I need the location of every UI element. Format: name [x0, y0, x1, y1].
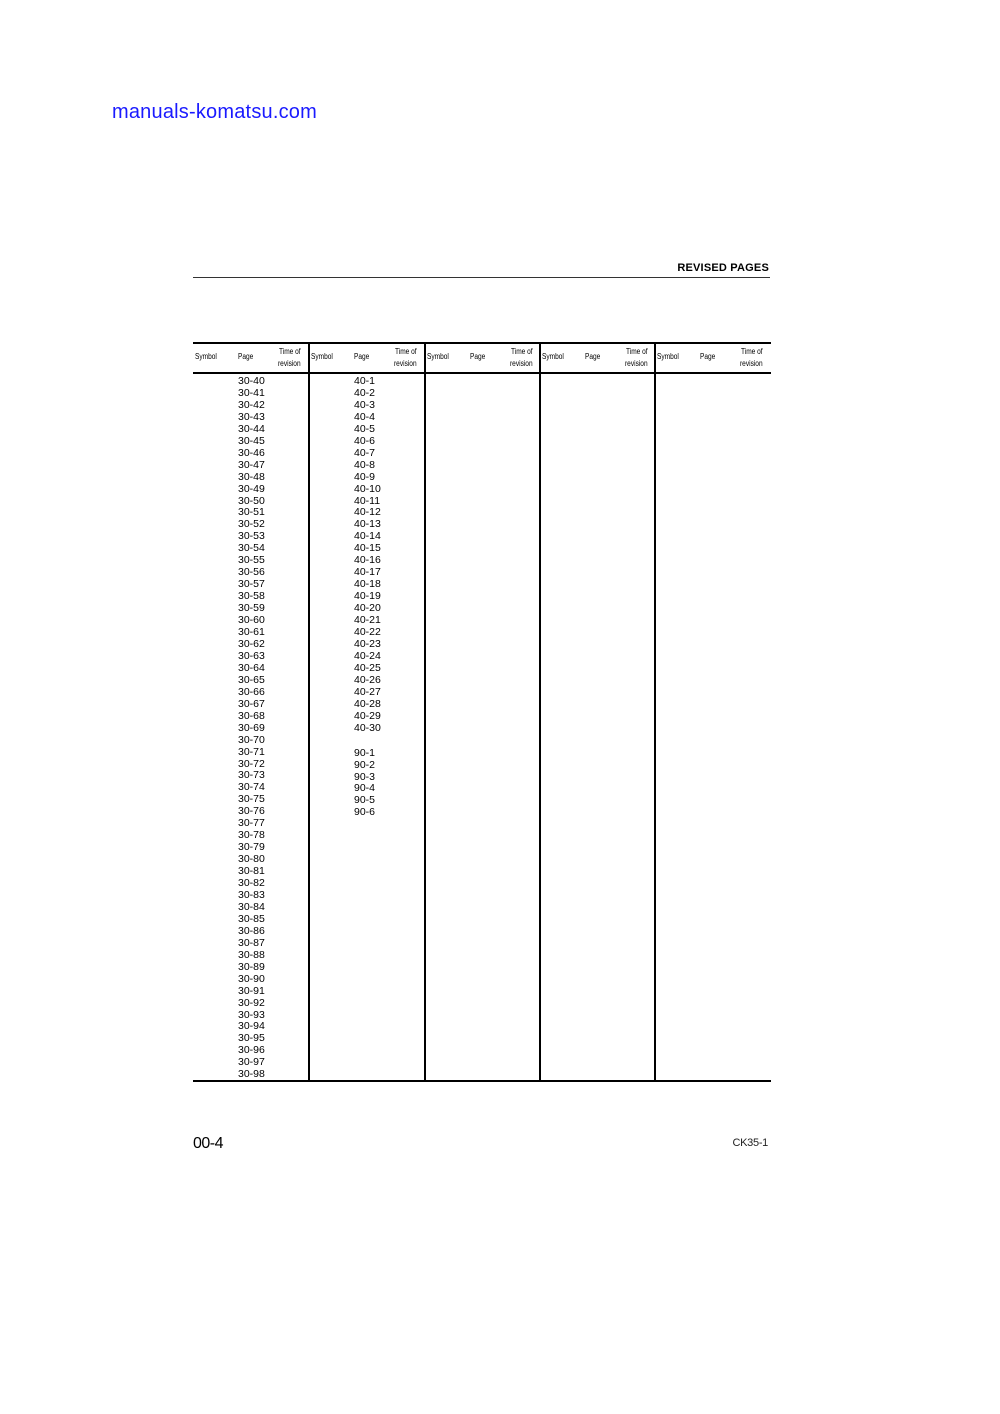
page-entry: 30-55 [238, 554, 265, 567]
page-entry: 40-19 [354, 590, 381, 603]
page-entry: 30-47 [238, 458, 265, 471]
page-entry: 30-83 [238, 888, 265, 901]
header-time-of-revision: Time of revision [625, 347, 648, 368]
page-entry: 30-75 [238, 793, 265, 806]
page-entry: 30-88 [238, 948, 265, 961]
watermark-link[interactable]: manuals-komatsu.com [112, 101, 317, 123]
page-entry: 30-81 [238, 865, 265, 878]
page-entry: 30-74 [238, 781, 265, 794]
section-title: REVISED PAGES [677, 262, 769, 274]
page-entry: 30-48 [238, 470, 265, 483]
page-entry: 30-95 [238, 1032, 265, 1045]
header-page: Page [585, 352, 601, 361]
page-entry: 30-62 [238, 637, 265, 650]
page-entry: 30-98 [238, 1068, 265, 1081]
page-entry: 40-20 [354, 602, 381, 615]
header-page: Page [700, 352, 716, 361]
page-entry: 30-84 [238, 900, 265, 913]
revised-pages-table [193, 342, 771, 1082]
page-entry: 30-45 [238, 434, 265, 447]
column-group-2 [309, 342, 425, 1082]
page-entry: 30-51 [238, 506, 265, 519]
page-entry: 30-82 [238, 877, 265, 890]
page-entry: 30-66 [238, 685, 265, 698]
page-entry: 30-46 [238, 446, 265, 459]
page-entry: 30-93 [238, 1008, 265, 1021]
header-symbol: Symbol [542, 352, 564, 361]
header-page: Page [354, 352, 370, 361]
page-entry: 30-49 [238, 482, 265, 495]
page-entry: 30-59 [238, 602, 265, 615]
page-entry: 30-96 [238, 1044, 265, 1057]
page-list-spacer [354, 735, 381, 748]
page-entry: 90-1 [354, 746, 376, 759]
page-entry: 40-27 [354, 685, 381, 698]
page-entry: 40-2 [354, 386, 376, 399]
page-entry: 30-60 [238, 614, 265, 627]
page-entry: 30-78 [238, 829, 265, 842]
page-entry: 40-21 [354, 614, 381, 627]
page-entry: 30-67 [238, 697, 265, 710]
page-entry: 30-90 [238, 972, 265, 985]
page-entry: 30-64 [238, 661, 265, 674]
page-entry: 30-50 [238, 494, 265, 507]
page-entry: 30-41 [238, 386, 265, 399]
page-entry: 30-76 [238, 805, 265, 818]
header-time-of-revision: Time of revision [278, 347, 301, 368]
page-entry: 30-92 [238, 996, 265, 1009]
column-group-4 [540, 342, 656, 1082]
page-entry: 30-86 [238, 924, 265, 937]
page-entry: 30-97 [238, 1056, 265, 1069]
page-entry: 90-6 [354, 806, 376, 819]
column-group-3 [425, 342, 541, 1082]
page-entry: 40-9 [354, 470, 376, 483]
page-entry: 30-42 [238, 398, 265, 411]
page-entry: 90-3 [354, 770, 376, 783]
page-entry: 30-58 [238, 590, 265, 603]
page-entry: 30-44 [238, 422, 265, 435]
page-entry: 40-24 [354, 649, 381, 662]
page-entry: 40-13 [354, 518, 381, 531]
page-entry: 40-29 [354, 709, 381, 722]
page-entry: 90-5 [354, 794, 376, 807]
page-entry: 40-8 [354, 458, 376, 471]
page-entry: 30-63 [238, 649, 265, 662]
page-entry: 30-69 [238, 721, 265, 734]
page-entry: 40-22 [354, 626, 381, 639]
page-entry: 40-6 [354, 434, 376, 447]
header-symbol: Symbol [427, 352, 449, 361]
page-entry: 30-85 [238, 912, 265, 925]
title-divider [193, 277, 770, 278]
page-entry: 30-70 [238, 733, 265, 746]
page-entry: 40-17 [354, 566, 381, 579]
page-entry: 40-12 [354, 506, 381, 519]
page-entry: 90-2 [354, 758, 376, 771]
header-time-of-revision: Time of revision [510, 347, 533, 368]
page-number: 00-4 [193, 1135, 224, 1152]
page-entry: 30-68 [238, 709, 265, 722]
page-entry: 30-79 [238, 841, 265, 854]
page-entry: 40-14 [354, 530, 381, 543]
page-entry: 30-72 [238, 757, 265, 770]
page-entry: 40-30 [354, 721, 381, 734]
page-entry: 40-25 [354, 661, 381, 674]
page-entry: 30-91 [238, 984, 265, 997]
page-entry: 30-89 [238, 960, 265, 973]
page-entry: 30-40 [238, 375, 265, 387]
column-group-5 [655, 342, 771, 1082]
header-time-of-revision: Time of revision [740, 347, 763, 368]
page-entry: 40-23 [354, 637, 381, 650]
model-code: CK35-1 [732, 1137, 768, 1149]
header-symbol: Symbol [657, 352, 679, 361]
page-entry: 40-15 [354, 542, 381, 555]
page-entry: 40-26 [354, 673, 381, 686]
page-entry: 40-16 [354, 554, 381, 567]
header-symbol: Symbol [195, 352, 217, 361]
page-entry: 40-10 [354, 482, 381, 495]
page-entry: 30-53 [238, 530, 265, 543]
page-entry: 30-73 [238, 769, 265, 782]
page-entry: 30-80 [238, 853, 265, 866]
page-entry: 40-7 [354, 446, 376, 459]
page-entry: 30-57 [238, 578, 265, 591]
page-list [238, 376, 265, 1081]
page-entry: 30-54 [238, 542, 265, 555]
page-entry: 30-43 [238, 410, 265, 423]
page-entry: 30-61 [238, 626, 265, 639]
column-group-1 [193, 342, 309, 1082]
page-entry: 40-1 [354, 375, 376, 387]
page-entry: 40-18 [354, 578, 381, 591]
page-entry: 30-52 [238, 518, 265, 531]
page-entry: 30-94 [238, 1020, 265, 1033]
page-entry: 40-3 [354, 398, 376, 411]
page-entry: 30-56 [238, 566, 265, 579]
header-symbol: Symbol [311, 352, 333, 361]
page-entry: 90-4 [354, 782, 376, 795]
page-list [354, 376, 381, 819]
page-entry: 40-11 [354, 494, 381, 507]
page-entry: 30-87 [238, 936, 265, 949]
page-entry: 30-65 [238, 673, 265, 686]
header-time-of-revision: Time of revision [394, 347, 417, 368]
page-entry: 30-77 [238, 817, 265, 830]
header-page: Page [470, 352, 486, 361]
page-entry: 40-28 [354, 697, 381, 710]
page-entry: 40-4 [354, 410, 376, 423]
page-entry: 30-71 [238, 745, 265, 758]
page-entry: 40-5 [354, 422, 376, 435]
header-page: Page [238, 352, 254, 361]
